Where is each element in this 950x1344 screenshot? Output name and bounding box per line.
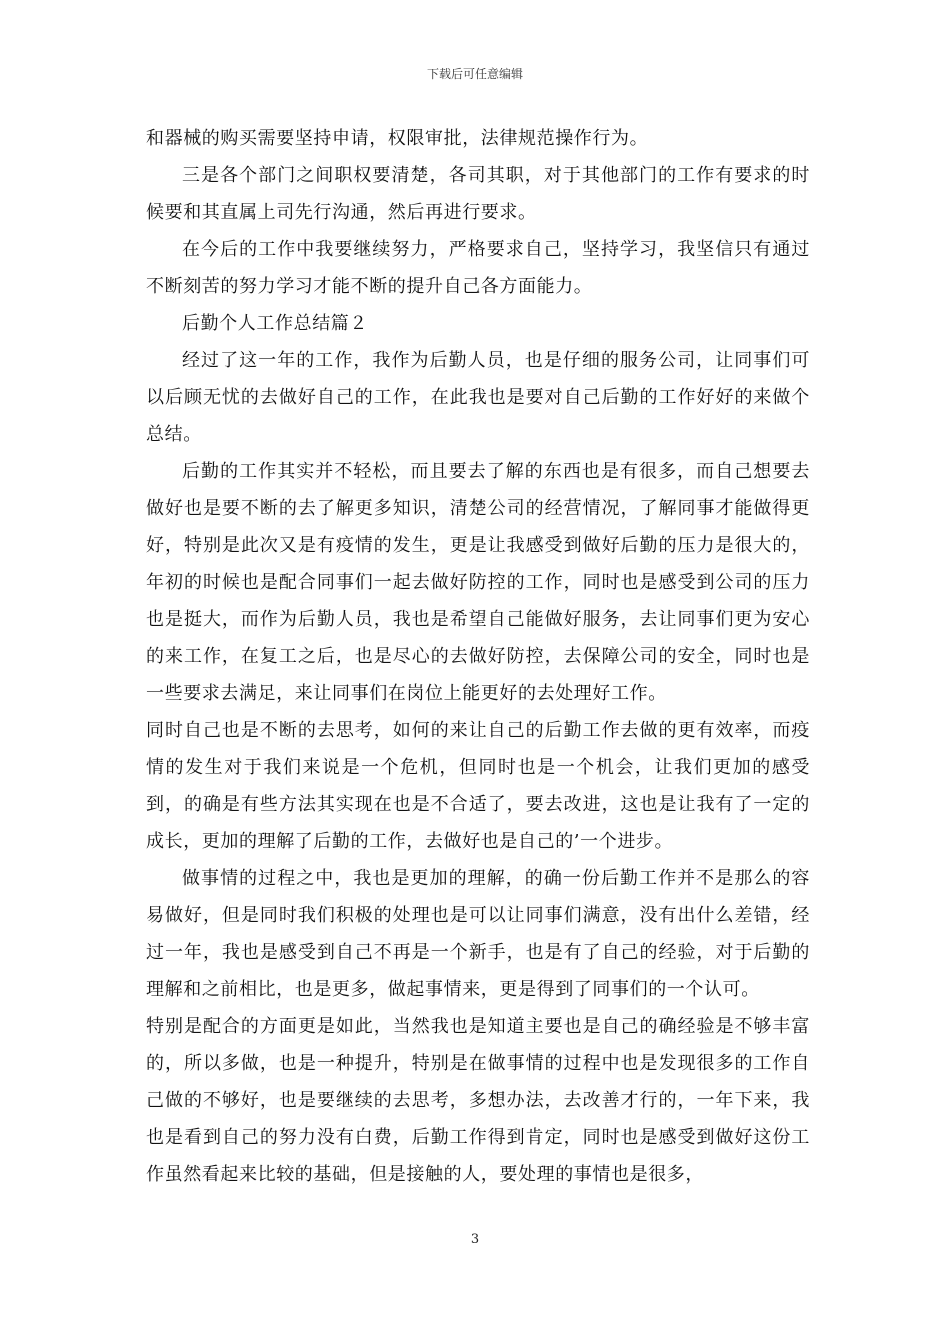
paragraph-experience: 做事情的过程之中，我也是更加的理解，的确一份后勤工作并不是那么的容易做好，但是同时我们积极的处理也是可以让同事们满意，没有出什么差错，经过一年，我也是感受到自己不再是一个新手，也是有了自己的经验，对于后勤的理解和之前相比，也是更多，做起事情来，更是得到了同事们的一个认可。	[146, 868, 810, 1000]
paragraph-intro: 经过了这一年的工作，我作为后勤人员，也是仔细的服务公司，让同事们可以后顾无忧的去做好自己的工作，在此我也是要对自己后勤的工作好好的来做个总结。	[146, 350, 810, 445]
paragraph-department-duties: 三是各个部门之间职权要清楚，各司其职，对于其他部门的工作有要求的时候要和其直属上司先行沟通，然后再进行要求。	[146, 165, 810, 223]
paragraph-reflection: 同时自己也是不断的去思考，如何的来让自己的后勤工作去做的更有效率，而疫情的发生对于我们来说是一个危机，但同时也是一个机会，让我们更加的感受到，的确是有些方法其实现在也是不合适了，要去改进，这也是让我有了一定的成长，更加的理解了后勤的工作，去做好也是自己的’一个进步。	[146, 720, 810, 852]
header-note: 下载后可任意编辑	[426, 67, 523, 81]
document-body	[146, 120, 810, 1193]
section-heading: 后勤个人工作总结篇２	[182, 313, 368, 334]
paragraph-cooperation: 特别是配合的方面更是如此，当然我也是知道主要也是自己的确经验是不够丰富的，所以多做，也是一种提升，特别是在做事情的过程中也是发现很多的工作自己做的不够好，也是要继续的去思考，多想办法，去改善才行的，一年下来，我也是看到自己的努力没有白费，后勤工作得到肯定，同时也是感受到做好这份工作虽然看起来比较的基础，但是接触的人，要处理的事情也是很多，	[146, 1016, 810, 1185]
paragraph-continuation: 和器械的购买需要坚持申请，权限审批，法律规范操作行为。	[146, 128, 649, 149]
page-number: 3	[470, 1232, 480, 1247]
paragraph-logistics-work: 后勤的工作其实并不轻松，而且要去了解的东西也是有很多，而自己想要去做好也是要不断的去了解更多知识，清楚公司的经营情况，了解同事才能做得更好，特别是此次又是有疫情的发生，更是让我感受到做好后勤的压力是很大的，年初的时候也是配合同事们一起去做好防控的工作，同时也是感受到公司的压力也是挺大，而作为后勤人员，我也是希望自己能做好服务，去让同事们更为安心的来工作，在复工之后，也是尽心的去做好防控，去保障公司的安全，同时也是一些要求去满足，来让同事们在岗位上能更好的去处理好工作。	[146, 461, 810, 704]
paragraph-future-work: 在今后的工作中我要继续努力，严格要求自己，坚持学习，我坚信只有通过不断刻苦的努力学习才能不断的提升自己各方面能力。	[146, 239, 810, 297]
